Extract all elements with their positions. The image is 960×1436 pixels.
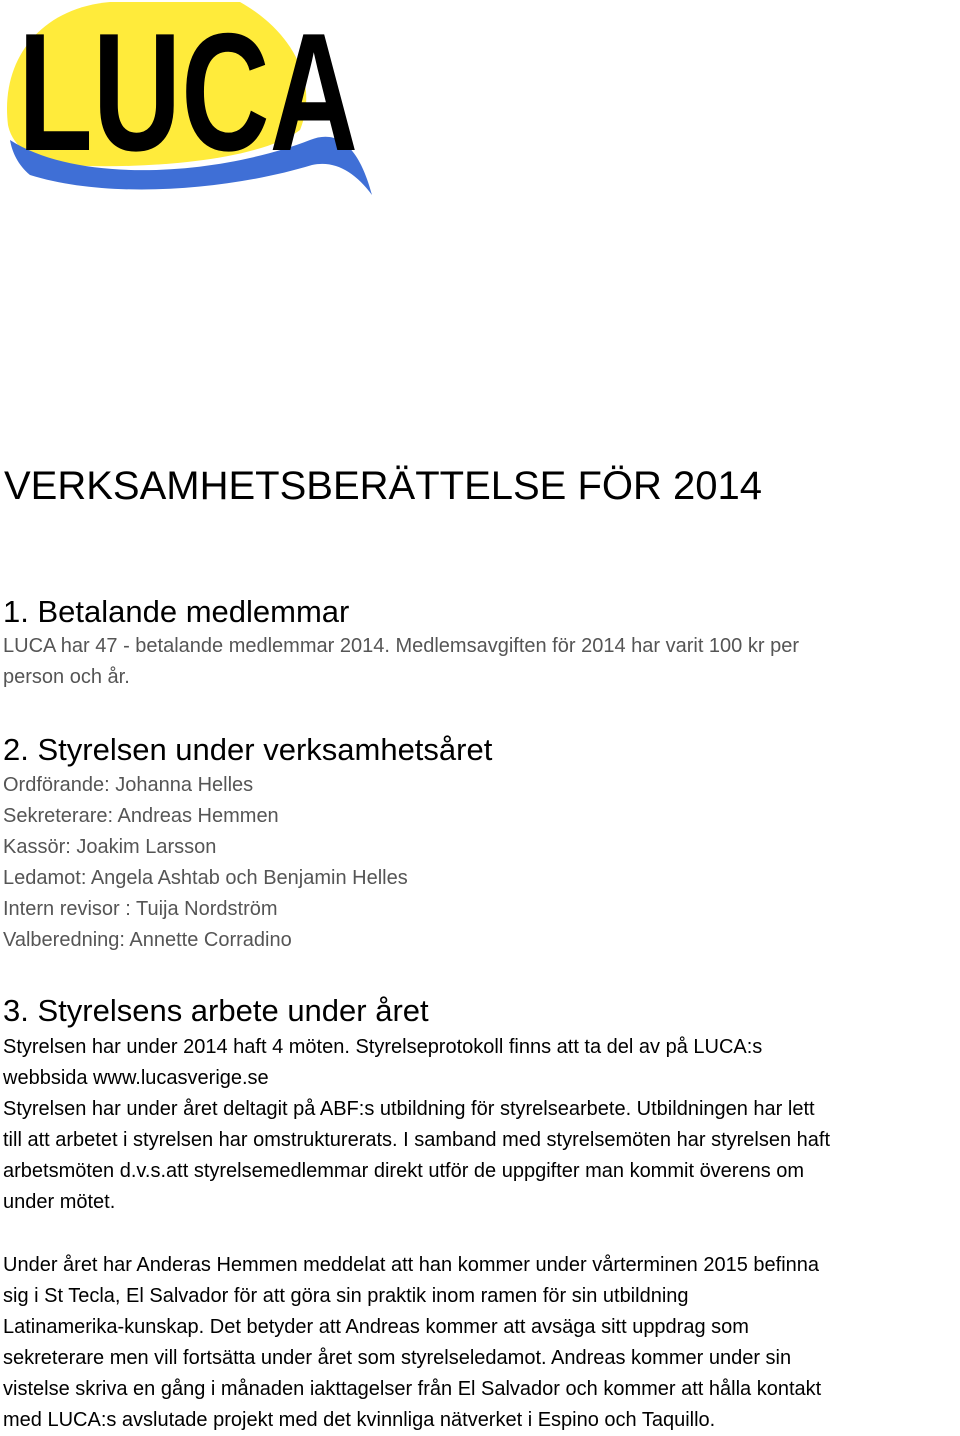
- board-member-chair: Ordförande: Johanna Helles: [3, 774, 254, 796]
- document-title: VERKSAMHETSBERÄTTELSE FÖR 2014: [4, 464, 763, 508]
- logo-wordmark: LUCA: [18, 0, 358, 186]
- section-andreas-update: [3, 1250, 960, 1436]
- board-member-treasurer: Kassör: Joakim Larsson: [3, 836, 217, 858]
- section-heading: 2. Styrelsen under verksamhetsåret: [3, 732, 493, 767]
- paragraph-line: vistelse skriva en gång i månaden iakttagelser från El Salvador och kommer att hålla kontakt: [3, 1378, 822, 1400]
- paragraph-line: Styrelsen har under året deltagit på ABF:s utbildning för styrelsearbete. Utbildningen har lett: [3, 1098, 815, 1120]
- section-paragraph: [3, 631, 960, 693]
- paragraph-line: med LUCA:s avslutade projekt med det kvinnliga nätverket i Espino och Taquillo.: [3, 1409, 716, 1431]
- section-heading: 3. Styrelsens arbete under året: [3, 993, 429, 1028]
- board-members-list: [3, 770, 960, 956]
- paragraph-line: under mötet.: [3, 1191, 116, 1213]
- board-member-nomination: Valberedning: Annette Corradino: [3, 929, 292, 951]
- section-paragraph: [3, 1250, 960, 1436]
- luca-logo-graphic: [0, 0, 380, 205]
- luca-logo: [0, 0, 380, 205]
- paragraph-line: Under året har Anderas Hemmen meddelat att han kommer under vårterminen 2015 befinna: [3, 1254, 820, 1276]
- section-paragraph: [3, 1032, 960, 1218]
- board-member-auditor: Intern revisor : Tuija Nordström: [3, 898, 278, 920]
- paragraph-line: Styrelsen har under 2014 haft 4 möten. Styrelseprotokoll finns att ta del av på LUCA:s: [3, 1036, 763, 1058]
- section-styrelsen: [3, 732, 960, 956]
- board-member-secretary: Sekreterare: Andreas Hemmen: [3, 805, 279, 827]
- paragraph-line: LUCA har 47 - betalande medlemmar 2014. Medlemsavgiften för 2014 har varit 100 kr per: [3, 635, 799, 657]
- paragraph-line: till att arbetet i styrelsen har omstrukturerats. I samband med styrelsemöten har styrelsen haft: [3, 1129, 831, 1151]
- section-betalande-medlemmar: [3, 594, 960, 693]
- paragraph-line: person och år.: [3, 666, 130, 688]
- paragraph-line: sekreterare men vill fortsätta under året som styrelseledamot. Andreas kommer under sin: [3, 1347, 792, 1369]
- section-styrelsens-arbete: [3, 993, 960, 1218]
- paragraph-line: sig i St Tecla, El Salvador för att göra sin praktik inom ramen för sin utbildning: [3, 1285, 689, 1307]
- section-heading: 1. Betalande medlemmar: [3, 594, 350, 629]
- paragraph-line: webbsida www.lucasverige.se: [3, 1067, 269, 1089]
- paragraph-line: Latinamerika-kunskap. Det betyder att Andreas kommer att avsäga sitt uppdrag som: [3, 1316, 749, 1338]
- paragraph-line: arbetsmöten d.v.s.att styrelsemedlemmar direkt utför de uppgifter man kommit överens om: [3, 1160, 805, 1182]
- board-member-members: Ledamot: Angela Ashtab och Benjamin Helles: [3, 867, 408, 889]
